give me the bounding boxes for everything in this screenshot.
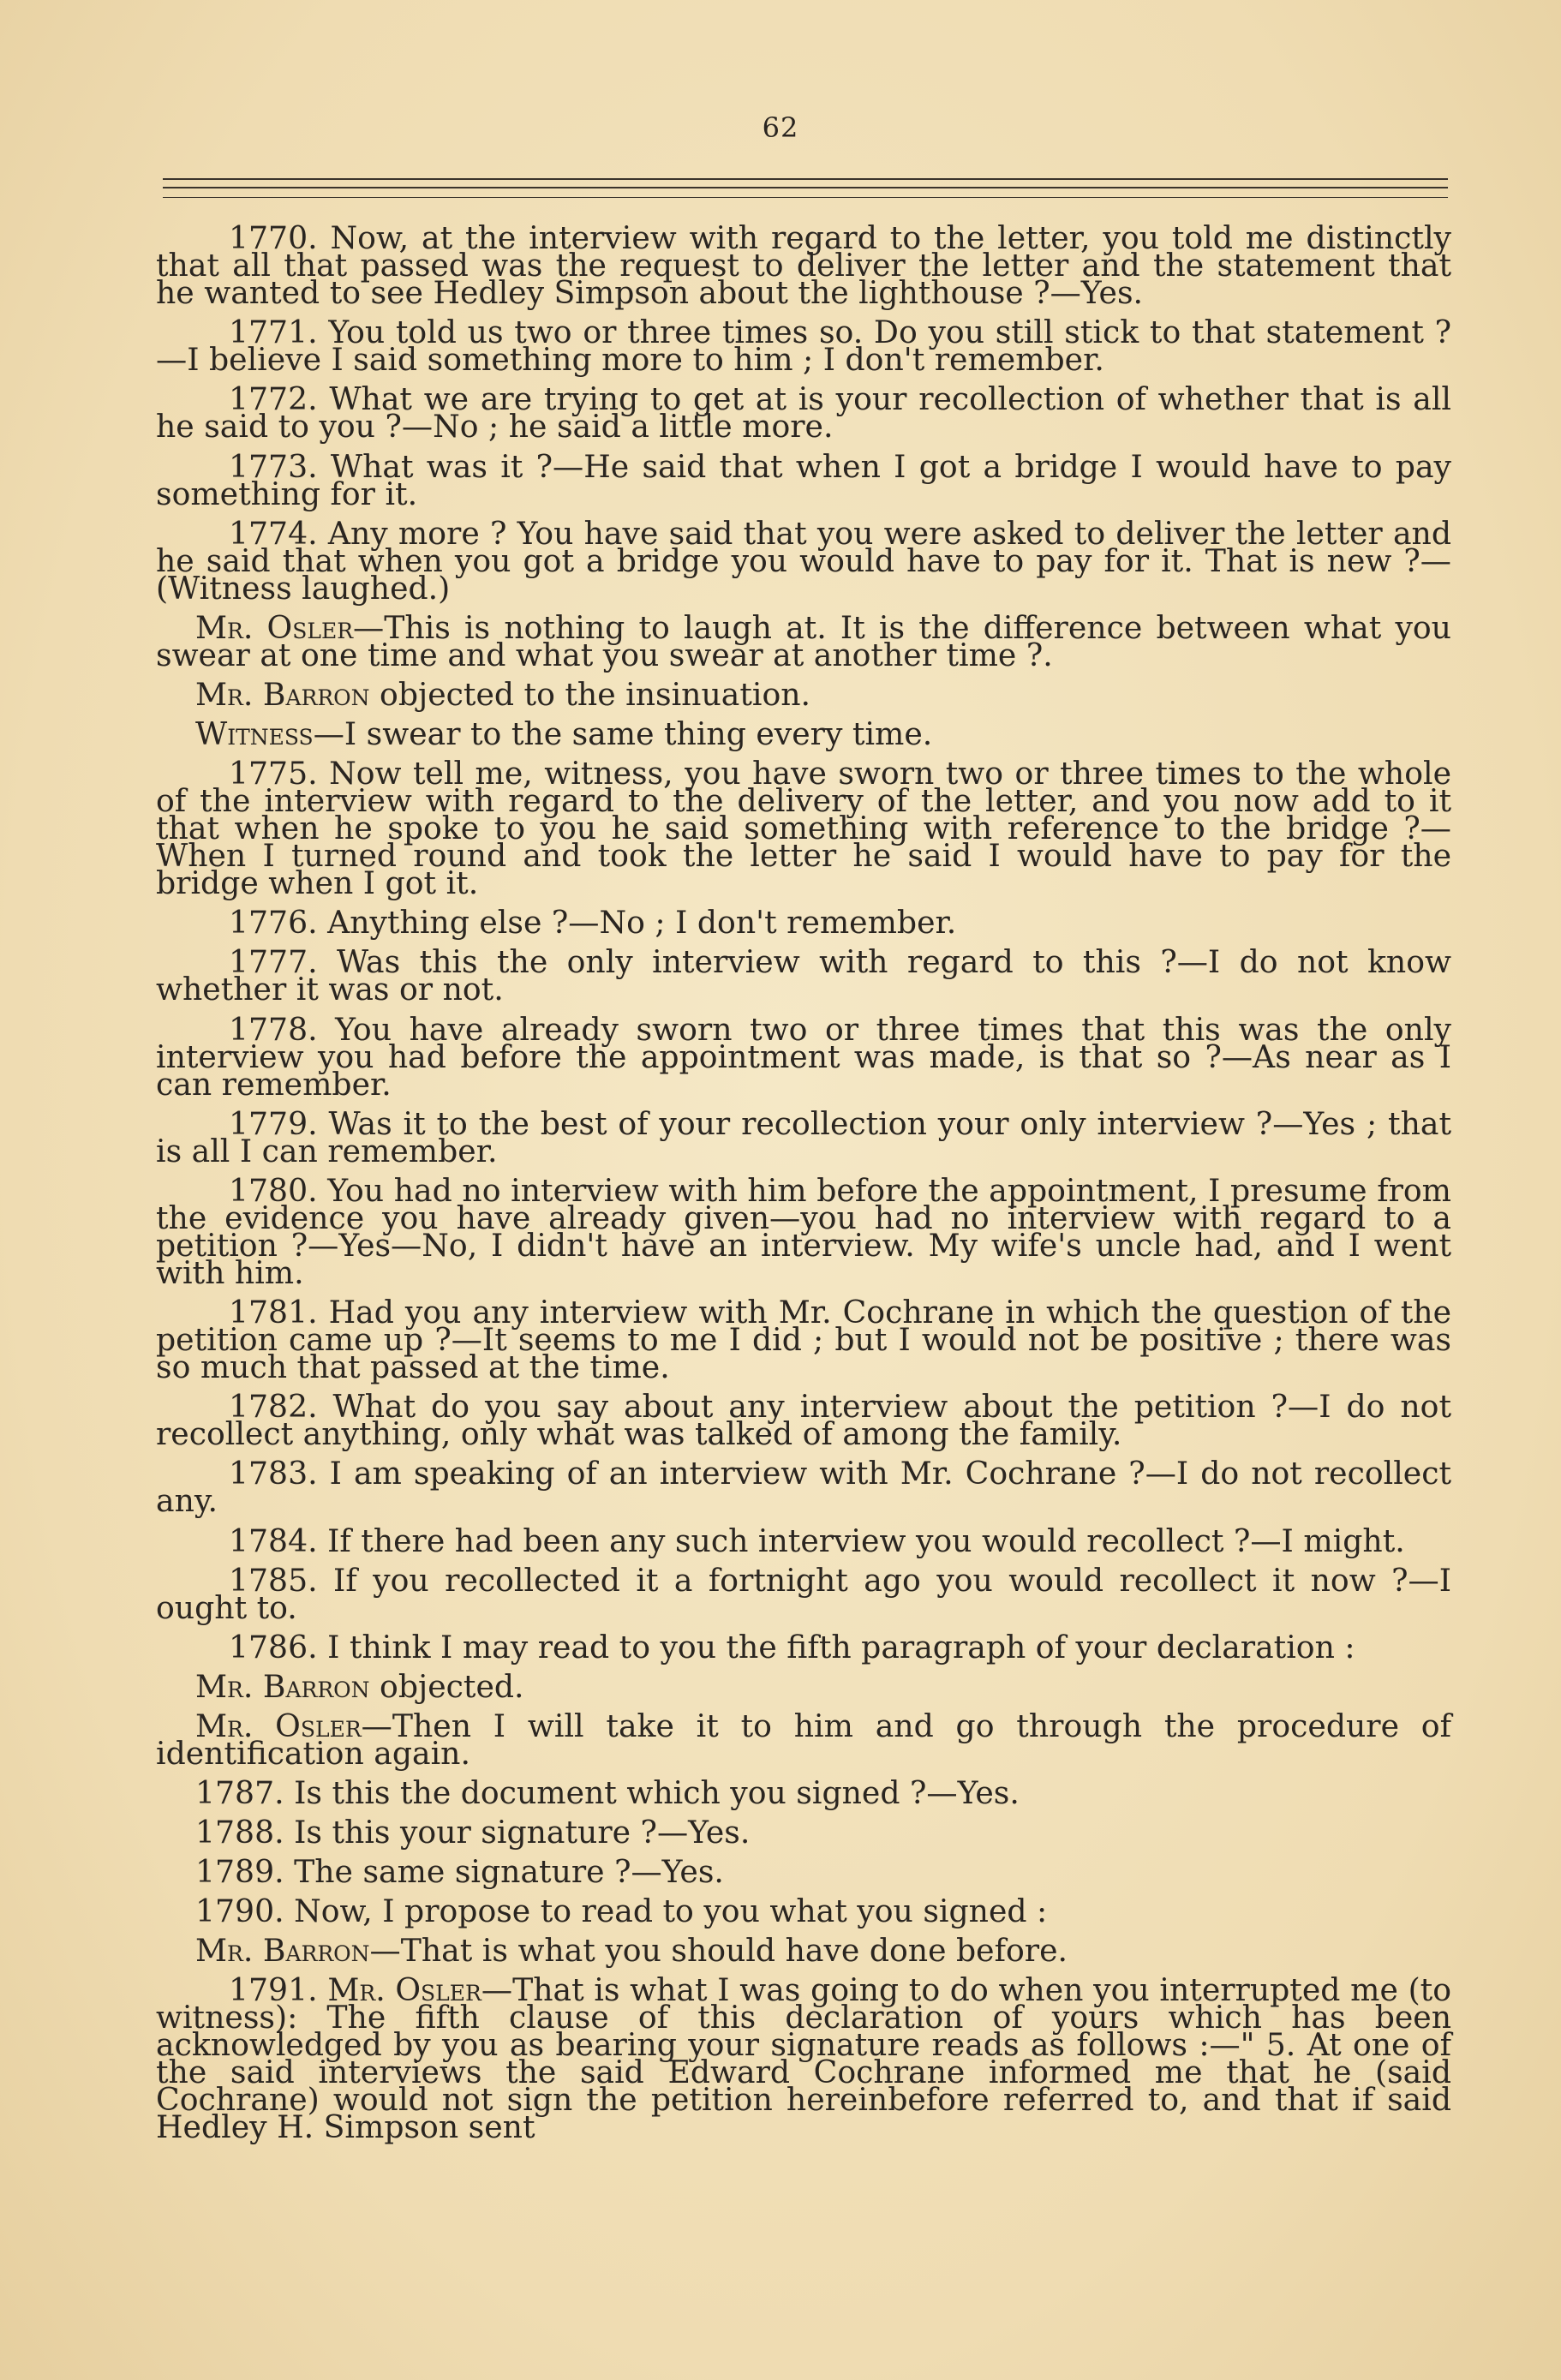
remark-text: —That is what you should have done before.: [369, 1932, 1068, 1970]
question-1770: 1770. Now, at the interview with regard to the letter, you told me distinctly that all that passed was the request to deliver the letter and the statement that he wanted to see Hedley Simpson about the lighthouse ?—Yes.: [156, 219, 1451, 311]
question-1781: 1781. Had you any interview with Mr. Cochrane in which the question of the petition came up ?—It seems to me I did ; but I would not be positive ; there was so much that passed at the time.: [156, 1294, 1451, 1386]
remark-text: objected to the insinuation.: [369, 675, 811, 713]
question-1778: 1778. You have already sworn two or three times that this was the only interview you had before the appointment was made, is that so ?—As near as I can remember.: [156, 1010, 1451, 1103]
speaker-name: Mr. Osler: [195, 608, 354, 646]
testimony-text: [156, 219, 1452, 2153]
question-1773: 1773. What was it ?—He said that when I got a bridge I would have to pay something for it.: [156, 447, 1451, 512]
header-rule: [163, 187, 1448, 188]
remark-barron: [156, 1932, 1451, 1970]
remark-barron: [156, 675, 1451, 713]
question-1775: 1775. Now tell me, witness, you have sworn two or three times to the whole of the interview with regard to the delivery of the letter, and you now add to it that when he spoke to you he said something with reference to the bridge ?—When I turned round and took the letter he said I would have to pay for the bridge when I got it.: [156, 754, 1451, 901]
remark-witness: [156, 715, 1451, 752]
question-1784: 1784. If there had been any such interview you would recollect ?—I might.: [229, 1522, 1405, 1559]
question-1777: 1777. Was this the only interview with regard to this ?—I do not know whether it was or not.: [156, 943, 1451, 1008]
remark-text: —That is what I was going to do when you interrupted me (to witness): The fifth clause of this declaration of yours which has been acknowledged by you as bearing your signature reads as follows :—" 5. At one of the said interviews the said Edward Cochrane informed me that he (said Cochrane) would not sign the petition hereinbefore referred to, and that if said Hedley H. Simpson sent: [156, 1971, 1452, 2146]
speaker-name: Mr. Osler: [195, 1707, 362, 1745]
question-1787: 1787. Is this the document which you signed ?—Yes.: [195, 1774, 1020, 1812]
speaker-name: Mr. Barron: [195, 1668, 370, 1706]
question-1786: 1786. I think I may read to you the fifth paragraph of your declaration :: [229, 1629, 1355, 1665]
question-1790: 1790. Now, I propose to read to you what you signed :: [195, 1893, 1048, 1930]
question-1782: 1782. What do you say about any interview about the petition ?—I do not recollect anything, only what was talked of among the family.: [156, 1388, 1451, 1453]
remark-barron: [156, 1668, 1451, 1706]
question-1783: 1783. I am speaking of an interview with Mr. Cochrane ?—I do not recollect any.: [156, 1455, 1451, 1520]
question-1788: 1788. Is this your signature ?—Yes.: [195, 1814, 751, 1851]
remark-text: —I swear to the same thing every time.: [313, 715, 933, 752]
speaker-name: Mr. Barron: [195, 675, 370, 713]
page-number: 62: [762, 111, 799, 144]
speaker-name: Mr. Osler: [327, 1971, 481, 2009]
question-1791: [156, 1971, 1452, 2146]
question-1776: 1776. Anything else ?—No ; I don't remember.: [229, 904, 957, 942]
remark-text: —Then I will take it to him and go through the procedure of identification again.: [156, 1707, 1451, 1773]
question-1780: 1780. You had no interview with him before the appointment, I presume from the evidence you have already given—you had no interview with regard to a petition ?—Yes—No, I didn't have an interview. My wife's uncle had, and I went with him.: [156, 1171, 1451, 1291]
question-number: 1791.: [229, 1971, 328, 2009]
speaker-name: Witness: [195, 715, 314, 752]
header-rule: [163, 197, 1448, 198]
remark-osler: [156, 1707, 1451, 1773]
question-1785: 1785. If you recollected it a fortnight ago you would recollect it now ?—I ought to.: [156, 1561, 1451, 1626]
remark-text: objected.: [369, 1668, 524, 1706]
remark-osler: [156, 608, 1451, 673]
remark-text: —This is nothing to laugh at. It is the difference between what you swear at one time and what you swear at another time ?.: [156, 608, 1451, 673]
speaker-name: Mr. Barron: [195, 1932, 370, 1970]
question-1771: 1771. You told us two or three times so. Do you still stick to that statement ?—I believe I said something more to him ; I don't remember.: [156, 314, 1451, 379]
question-1789: 1789. The same signature ?—Yes.: [195, 1853, 724, 1891]
question-1772: 1772. What we are trying to get at is your recollection of whether that is all he said to you ?—No ; he said a little more.: [156, 380, 1451, 446]
question-1774: 1774. Any more ? You have said that you were asked to deliver the letter and he said that when you got a bridge you would have to pay for it. That is new ?—(Witness laughed.): [156, 514, 1451, 607]
question-1779: 1779. Was it to the best of your recollection your only interview ?—Yes ; that is all I can remember.: [156, 1104, 1451, 1169]
header-rule: [163, 178, 1448, 180]
